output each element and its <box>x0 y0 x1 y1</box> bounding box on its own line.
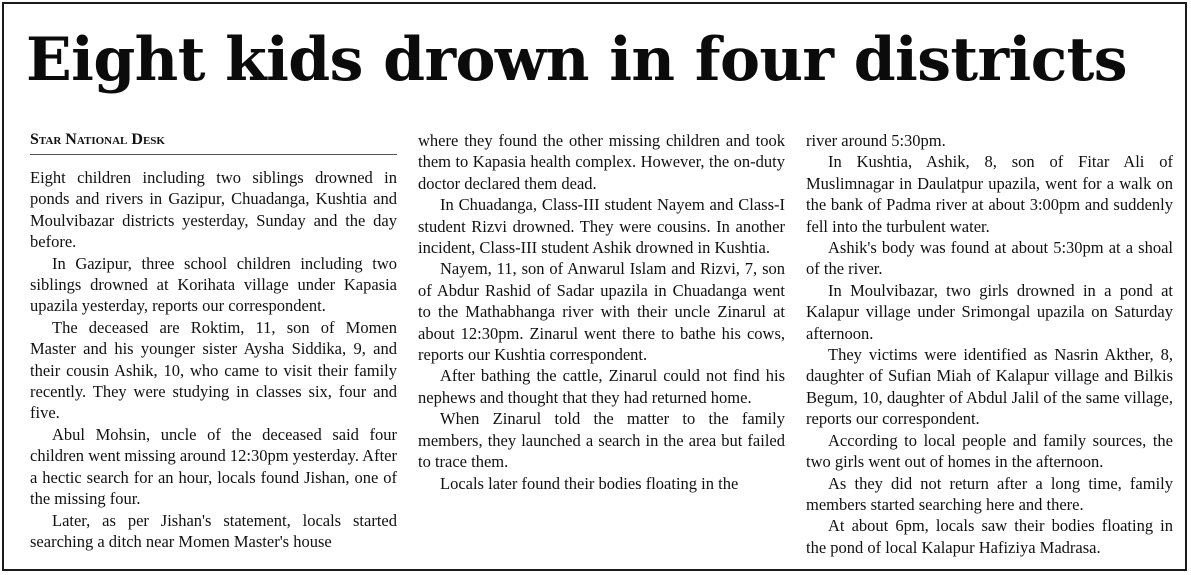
paragraph: They victims were identified as Nasrin Akther, 8, daughter of Sufian Miah of Kalapur village and Bilkis Begum, 10, daughter of Abdul Jalil of the same village, reports our correspondent. <box>806 345 1173 429</box>
paragraph: The deceased are Roktim, 11, son of Momen Master and his younger sister Aysha Siddika, 9, and their cousin Ashik, 10, who came to visit their family recently. They were studying in classes six, four and five. <box>30 317 397 423</box>
paragraph: Ashik's body was found at about 5:30pm at a shoal of the river. <box>806 238 1173 279</box>
byline: Star National Desk <box>30 130 397 155</box>
article-frame <box>2 2 1187 571</box>
paragraph: In Chuadanga, Class-III student Nayem and Class-I student Rizvi drowned. They were cousins. In another incident, Class-III student Ashik drowned in Kushtia. <box>418 195 785 258</box>
article-column-2 <box>418 130 785 494</box>
paragraph: When Zinarul told the matter to the family members, they launched a search in the area but failed to trace them. <box>418 409 785 472</box>
paragraph: In Kushtia, Ashik, 8, son of Fitar Ali of Muslimnagar in Daulatpur upazila, went for a walk on the bank of Padma river at about 3:00pm and suddenly fell into the turbulent water. <box>806 152 1173 236</box>
paragraph: In Moulvibazar, two girls drowned in a pond at Kalapur village under Srimongal upazila on Saturday afternoon. <box>806 280 1173 343</box>
paragraph: According to local people and family sources, the two girls went out of homes in the afternoon. <box>806 430 1173 472</box>
paragraph: Locals later found their bodies floating in the <box>440 473 739 493</box>
article-headline: Eight kids drown in four districts <box>26 25 1127 95</box>
article-column-1 <box>30 130 397 552</box>
paragraph: As they did not return after a long time, family members started searching here and there. <box>806 473 1173 514</box>
paragraph: where they found the other missing children and took them to Kapasia health complex. However, the on-duty doctor declared them dead. <box>418 131 785 193</box>
paragraph: river around 5:30pm. <box>806 131 946 150</box>
paragraph: Nayem, 11, son of Anwarul Islam and Rizvi, 7, son of Abdur Rashid of Sadar upazila in Chuadanga went to the Mathabhanga river with their uncle Zinarul at about 12:30pm. Zinarul went there to bathe his cows, reports our Kushtia correspondent. <box>418 259 785 365</box>
paragraph: Eight children including two siblings drowned in ponds and rivers in Gazipur, Chuadanga, Kushtia and Moulvibazar districts yesterday, Sunday and the day before. <box>30 168 397 252</box>
paragraph: Abul Mohsin, uncle of the deceased said four children went missing around 12:30pm yesterday. After a hectic search for an hour, locals found Jishan, one of the missing four. <box>30 424 397 509</box>
paragraph: Later, as per Jishan's statement, locals started searching a ditch near Momen Master's house <box>30 510 397 551</box>
paragraph: In Gazipur, three school children including two siblings drowned at Korihata village under Kapasia upazila yesterday, reports our correspondent. <box>30 253 397 316</box>
paragraph: At about 6pm, locals saw their bodies floating in the pond of local Kalapur Hafiziya Madrasa. <box>806 516 1173 557</box>
article-column-3 <box>806 130 1173 558</box>
paragraph: After bathing the cattle, Zinarul could not find his nephews and thought that they had returned home. <box>418 366 785 407</box>
